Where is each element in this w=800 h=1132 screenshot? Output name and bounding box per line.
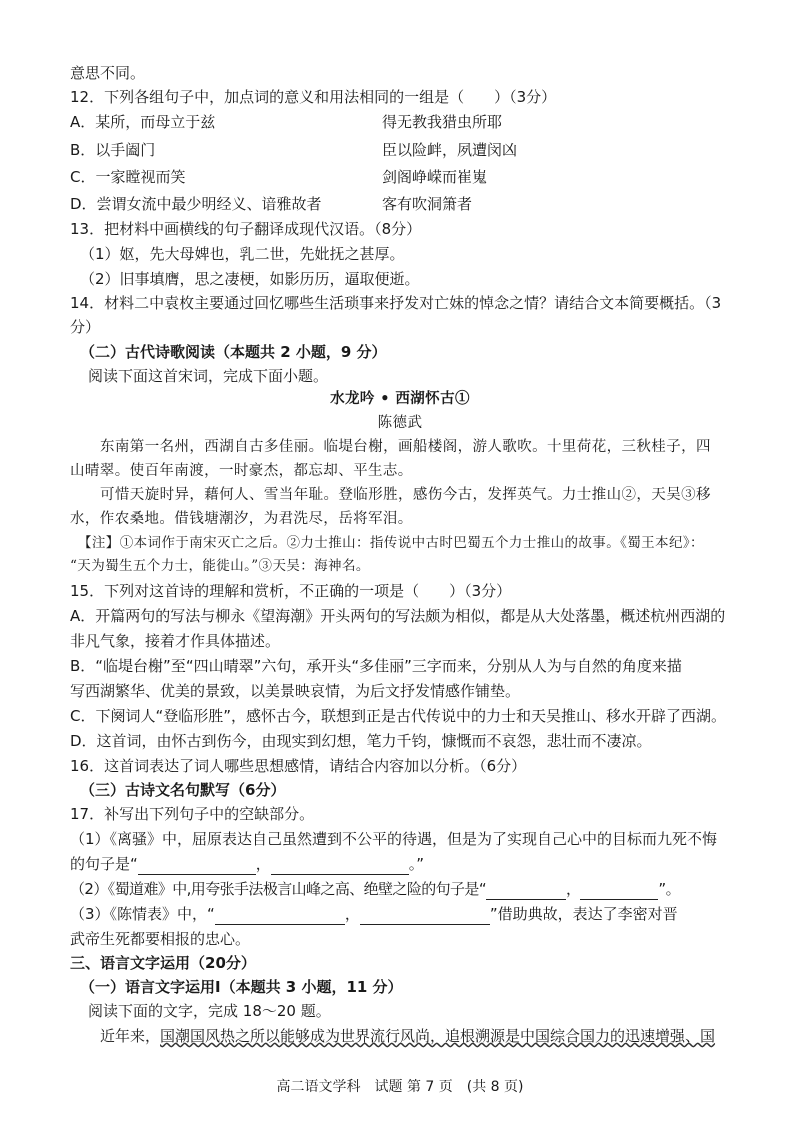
poem-note-line-1: 【注】①本词作于南宋灭亡之后。②力士推山：指传说中古时巴蜀五个力士推山的故事。《蜀王本纪》： <box>78 535 704 551</box>
q12-option-b-left: B．以手阖门 <box>70 141 156 159</box>
q17-item-1-prefix: 的句子是“ <box>70 855 138 873</box>
section-poetry-heading: （二）古代诗歌阅读（本题共 2 小题，9 分） <box>80 343 387 361</box>
q12-option-d-right: 客有吹洞箫者 <box>382 195 473 213</box>
q15-option-d: D．这首词，由怀古到伤今，由现实到幻想，笔力千钧，慷慨而不哀怨，悲壮而不凄凉。 <box>70 732 652 750</box>
q12-option-b-right: 臣以险衅，夙遭闵凶 <box>382 141 518 159</box>
section-poetry-intro: 阅读下面这首宋词，完成下面小题。 <box>88 367 329 385</box>
poem-title: 水龙吟 • 西湖怀古① <box>330 390 470 407</box>
q17-item-2-separator: ， <box>566 880 581 898</box>
q17-item-3-line2: 武帝生死都要相报的忠心。 <box>70 930 251 948</box>
q15-option-a-line2: 非凡气象，接着才作具体描述。 <box>70 632 281 650</box>
q17-item-1-blank-1[interactable] <box>138 858 256 875</box>
q12-option-c-left: C．一家瞠视而笑 <box>70 168 186 186</box>
q17-item-3 <box>70 903 730 925</box>
q12-option-c-right: 剑阁峥嵘而崔嵬 <box>382 168 488 186</box>
passage-line-1 <box>100 1025 730 1047</box>
carryover-text: 意思不同。 <box>70 64 146 82</box>
poem-line-2: 山晴翠。使百年南渡，一时豪杰，都忘却、平生志。 <box>70 463 413 479</box>
q17-item-2-blank-1[interactable] <box>486 883 566 900</box>
q16-stem: 16．这首词表达了词人哪些思想感情，请结合内容加以分析。（6分） <box>70 757 527 775</box>
passage-underlined-sentence: 国潮国风热之所以能够成为世界流行风尚，追根溯源是中国综合国力的迅速增强、国 <box>160 1027 716 1045</box>
poem-line-1: 东南第一名州，西湖自古多佳丽。临堤台榭，画船楼阁，游人歌吹。十里荷花，三秋桂子，四 <box>100 439 711 455</box>
q15-option-c: C．下阕词人“登临形胜”，感怀古今，联想到正是古代传说中的力士和天吴推山、移水开辟了西湖。 <box>70 707 727 725</box>
q17-item-1-separator: ， <box>255 855 271 873</box>
poem-author: 陈德武 <box>377 415 423 431</box>
q17-item-2-blank-2[interactable] <box>580 883 658 900</box>
q13-item-1: （1）妪，先大母婢也，乳二世，先妣抚之甚厚。 <box>80 245 405 263</box>
poem-note-line-2: “天为蜀生五个力士，能徙山。”③天吴：海神名。 <box>70 558 370 574</box>
q12-option-a-right: 得无教我猎虫所耶 <box>382 113 503 131</box>
poem-line-4: 水，作农桑地。借钱塘潮汐，为君洗尽，岳将军泪。 <box>70 511 413 527</box>
q17-item-2 <box>70 878 730 900</box>
q17-item-1-suffix: 。” <box>408 855 425 873</box>
q13-stem: 13．把材料中画横线的句子翻译成现代汉语。（8分） <box>70 220 422 238</box>
q13-item-2: （2）旧事填膺，思之凄梗，如影历历，逼取便逝。 <box>80 270 420 288</box>
q12-stem: 12．下列各组句子中，加点词的意义和用法相同的一组是（ ）（3分） <box>70 88 557 106</box>
q15-option-b-line1: B．“临堤台榭”至“四山晴翠”六句，承开头“多佳丽”三字而来，分别从人为与自然的角度来描 <box>70 657 682 675</box>
q15-stem: 15．下列对这首诗的理解和赏析，不正确的一项是（ ）（3分） <box>70 582 512 600</box>
q17-item-3-separator: ， <box>344 905 360 923</box>
q17-item-3-suffix: ”借助典故，表达了李密对晋 <box>489 905 678 923</box>
section-dictation-heading: （三）古诗文名句默写（6分） <box>80 781 286 799</box>
q17-item-2-suffix: ”。 <box>658 880 680 898</box>
part-language-heading: 三、语言文字运用（20分） <box>70 954 256 972</box>
q14-stem-line1: 14．材料二中袁枚主要通过回忆哪些生活琐事来抒发对亡妹的悼念之情？请结合文本简要概括。（3 <box>70 294 722 312</box>
q12-option-a-left: A．某所，而母立于兹 <box>70 113 216 131</box>
q17-item-1-blank-2[interactable] <box>271 858 409 875</box>
q17-item-3-blank-1[interactable] <box>215 908 345 925</box>
passage-lead: 近年来， <box>100 1027 161 1045</box>
q12-option-d-left: D．尝谓女流中最少明经义、谙雅故者 <box>70 195 322 213</box>
q17-item-3-blank-2[interactable] <box>360 908 490 925</box>
q15-option-b-line2: 写西湖繁华、优美的景致，以美景映哀情，为后文抒发情感作铺垫。 <box>70 682 521 700</box>
q17-item-3-prefix: （3）《陈情表》中，“ <box>70 905 215 923</box>
q17-item-1-line2 <box>70 853 730 875</box>
q17-item-2-prefix: （2）《蜀道难》中,用夸张手法极言山峰之高、绝壁之险的句子是“ <box>70 880 486 898</box>
q14-stem-line2: 分） <box>70 318 101 336</box>
page-footer: 高二语文学科 试题 第 7 页 (共 8 页) <box>276 1079 524 1095</box>
poem-line-3: 可惜天旋时异，藉何人、雪当年耻。登临形胜，感伤今古，发挥英气。力士推山②，天吴③移 <box>100 487 711 503</box>
section-language-intro: 阅读下面的文字，完成 18～20 题。 <box>88 1002 331 1020</box>
section-language-heading: （一）语言文字运用Ⅰ（本题共 3 小题，11 分） <box>80 978 403 996</box>
q17-stem: 17．补写出下列句子中的空缺部分。 <box>70 805 315 823</box>
q15-option-a-line1: A．开篇两句的写法与柳永《望海潮》开头两句的写法颇为相似，都是从大处落墨，概述杭州西湖的 <box>70 607 726 625</box>
q17-item-1-line1: （1）《离骚》中，屈原表达自己虽然遭到不公平的待遇，但是为了实现自己心中的目标而九死不悔 <box>70 830 718 848</box>
